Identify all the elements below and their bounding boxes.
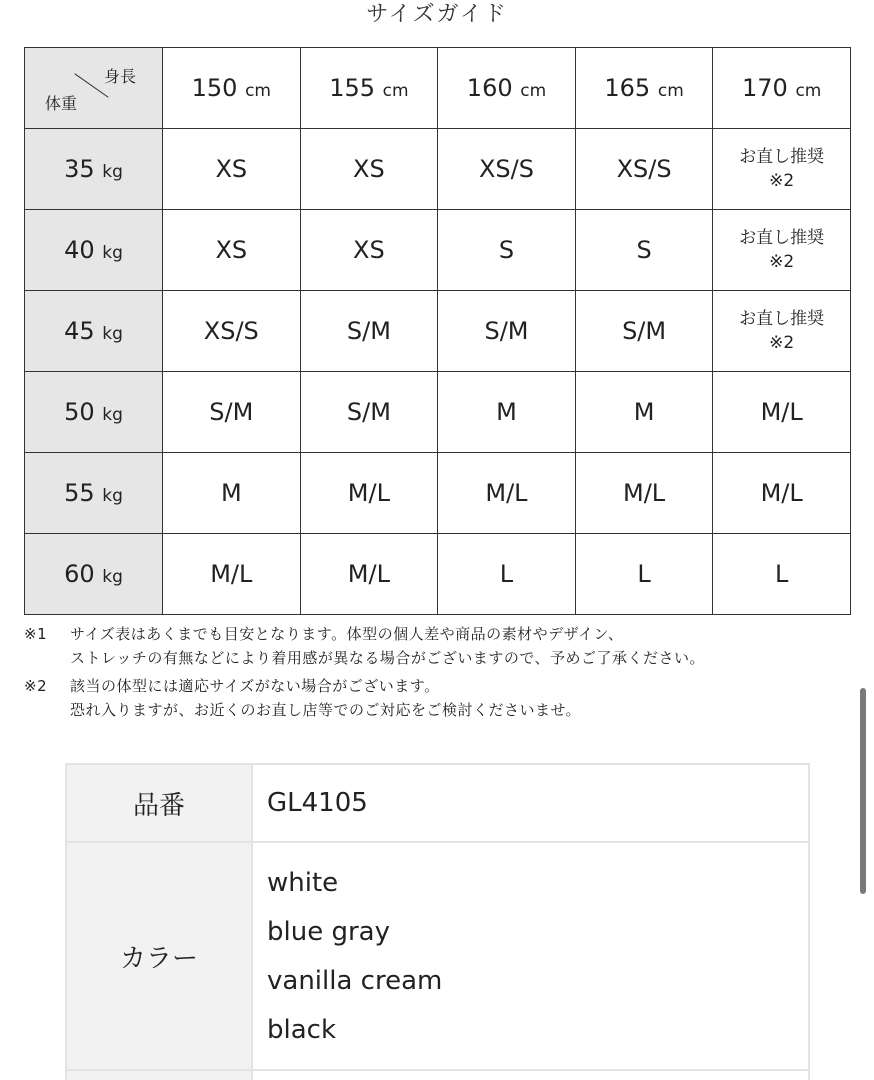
footnote-1: [24, 622, 864, 670]
size-cell: M/L: [575, 453, 713, 534]
size-guide-table: [24, 47, 851, 615]
note-reference: ※2: [769, 171, 795, 191]
product-next-row: [66, 1070, 809, 1080]
height-unit: cm: [520, 81, 547, 101]
weight-unit: kg: [102, 324, 123, 344]
size-cell: M: [438, 372, 576, 453]
footnote-mark: ※1: [24, 625, 48, 643]
height-header-155: [300, 48, 438, 129]
size-cell: M/L: [163, 534, 301, 615]
color-option: blue gray: [267, 917, 390, 947]
size-table-header-row: [25, 48, 851, 129]
height-unit: cm: [795, 81, 822, 101]
height-value: 165: [604, 74, 651, 102]
alteration-note-cell: [713, 291, 851, 372]
height-axis-label: 身長: [103, 67, 136, 86]
size-row-35kg: [25, 129, 851, 210]
footnote-2: [24, 674, 864, 722]
height-unit: cm: [382, 81, 409, 101]
size-cell: S/M: [438, 291, 576, 372]
size-cell: S/M: [575, 291, 713, 372]
weight-axis-label: 体重: [45, 94, 78, 113]
weight-header: [25, 291, 163, 372]
size-cell: XS/S: [163, 291, 301, 372]
page-title: サイズガイド: [366, 2, 508, 27]
size-cell: L: [575, 534, 713, 615]
footnote-line: 該当の体型には適応サイズがない場合がございます。: [70, 677, 440, 695]
footnote-line: ストレッチの有無などにより着用感が異なる場合がございますので、予めご了承ください。: [70, 649, 706, 667]
size-cell: XS: [163, 210, 301, 291]
weight-header: [25, 534, 163, 615]
size-row-45kg: [25, 291, 851, 372]
weight-unit: kg: [102, 486, 123, 506]
product-color-label: カラー: [66, 842, 252, 1070]
size-cell: M/L: [438, 453, 576, 534]
weight-value: 35: [64, 155, 95, 183]
size-cell: S/M: [300, 372, 438, 453]
height-value: 155: [329, 74, 376, 102]
vertical-scrollbar[interactable]: [860, 688, 866, 894]
height-header-165: [575, 48, 713, 129]
height-header-160: [438, 48, 576, 129]
weight-value: 50: [64, 398, 95, 426]
next-row-label: [66, 1070, 252, 1080]
alteration-note: お直し推奨: [739, 228, 825, 248]
size-cell: XS: [163, 129, 301, 210]
height-value: 150: [191, 74, 238, 102]
alteration-note: お直し推奨: [739, 309, 825, 329]
color-option: black: [267, 1015, 337, 1045]
size-cell: M/L: [300, 534, 438, 615]
size-cell: L: [438, 534, 576, 615]
weight-header: [25, 372, 163, 453]
color-option: white: [267, 868, 339, 898]
footnote-line: 恐れ入りますが、お近くのお直し店等でのご対応をご検討くださいませ。: [70, 701, 582, 719]
alteration-note-cell: [713, 129, 851, 210]
footnote-mark: ※2: [24, 677, 48, 695]
size-cell: M/L: [713, 372, 851, 453]
size-cell: M/L: [713, 453, 851, 534]
product-color-row: [66, 842, 809, 1070]
size-row-50kg: [25, 372, 851, 453]
color-option: vanilla cream: [267, 966, 443, 996]
size-cell: M: [163, 453, 301, 534]
size-cell: L: [713, 534, 851, 615]
product-code-value: GL4105: [252, 764, 809, 842]
height-header-170: [713, 48, 851, 129]
weight-unit: kg: [102, 567, 123, 587]
weight-header: [25, 129, 163, 210]
size-cell: S/M: [163, 372, 301, 453]
size-row-40kg: [25, 210, 851, 291]
corner-cell: [25, 48, 163, 129]
weight-unit: kg: [102, 162, 123, 182]
footnotes: [24, 622, 864, 726]
footnote-text: [70, 622, 864, 670]
diagonal-line-icon: [25, 48, 162, 128]
product-color-list: [252, 842, 809, 1070]
height-unit: cm: [245, 81, 271, 101]
weight-value: 40: [64, 236, 95, 264]
footnote-text: [70, 674, 864, 722]
height-value: 160: [466, 74, 513, 102]
size-cell: M/L: [300, 453, 438, 534]
size-row-55kg: [25, 453, 851, 534]
size-row-60kg: [25, 534, 851, 615]
note-reference: ※2: [769, 252, 795, 272]
weight-value: 60: [64, 560, 95, 588]
alteration-note-cell: [713, 210, 851, 291]
size-cell: XS/S: [438, 129, 576, 210]
height-value: 170: [742, 74, 788, 102]
size-cell: S: [438, 210, 576, 291]
size-cell: M: [575, 372, 713, 453]
weight-unit: kg: [102, 243, 123, 263]
height-header-150: [163, 48, 301, 129]
footnote-line: サイズ表はあくまでも目安となります。体型の個人差や商品の素材やデザイン、: [70, 625, 624, 643]
weight-header: [25, 453, 163, 534]
size-cell: XS/S: [575, 129, 713, 210]
size-cell: XS: [300, 129, 438, 210]
product-code-label: 品番: [66, 764, 252, 842]
product-code-row: [66, 764, 809, 842]
weight-value: 55: [64, 479, 95, 507]
note-reference: ※2: [769, 333, 795, 353]
alteration-note: お直し推奨: [739, 147, 825, 167]
size-cell: XS: [300, 210, 438, 291]
height-unit: cm: [657, 81, 684, 101]
product-info-table: [65, 763, 810, 1080]
weight-value: 45: [64, 317, 95, 345]
weight-unit: kg: [102, 405, 123, 425]
size-cell: S/M: [300, 291, 438, 372]
next-row-value: [252, 1070, 809, 1080]
size-cell: S: [575, 210, 713, 291]
weight-header: [25, 210, 163, 291]
